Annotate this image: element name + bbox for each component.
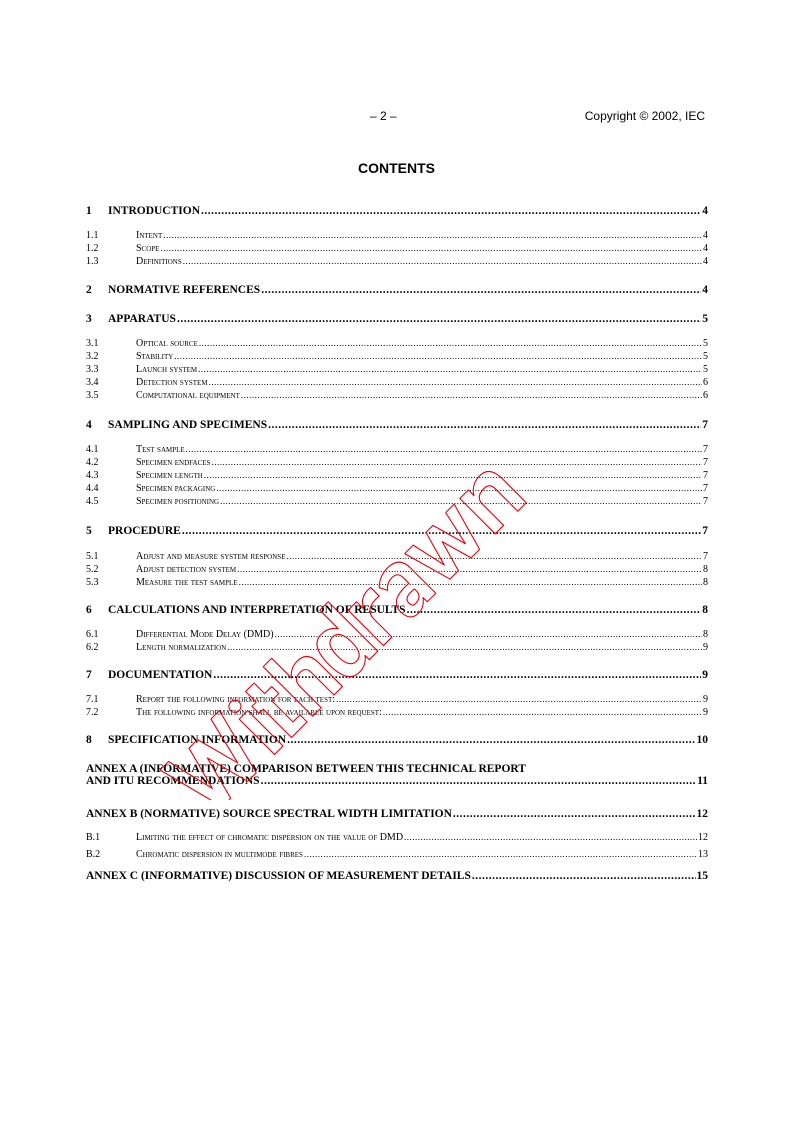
- toc-entry-4[interactable]: [86, 419, 708, 431]
- copyright-notice: Copyright © 2002, IEC: [584, 109, 705, 123]
- toc-entry-page: 5: [703, 364, 708, 375]
- toc-leader-dots: [268, 419, 701, 431]
- toc-leader-dots: [177, 313, 701, 325]
- toc-entry-title: PROCEDURE: [108, 525, 181, 537]
- toc-entry-3[interactable]: [86, 313, 708, 325]
- toc-entry-title: Stability: [136, 351, 174, 362]
- toc-entry-title: Adjust and measure system response: [136, 551, 286, 562]
- toc-leader-dots: [286, 551, 702, 561]
- toc-entry-page: 7: [703, 496, 708, 507]
- toc-entry-3-3[interactable]: [86, 364, 708, 375]
- toc-entry-title: Specimen positioning: [136, 496, 220, 507]
- toc-entry-5-1[interactable]: [86, 551, 708, 562]
- toc-entry-number: 4.1: [86, 444, 99, 455]
- toc-entry-page: 9: [703, 694, 708, 705]
- toc-entry-title: ANNEX B (NORMATIVE) SOURCE SPECTRAL WIDTH LIMITATION: [86, 808, 452, 820]
- toc-entry-number: 4.4: [86, 483, 99, 494]
- toc-entry-1-3[interactable]: [86, 256, 708, 267]
- toc-entry-page: 4: [703, 256, 708, 267]
- toc-entry-title: Optical source: [136, 338, 198, 349]
- withdrawn-watermark: [140, 300, 660, 800]
- toc-leader-dots: [261, 284, 701, 296]
- toc-entry-number: B.2: [86, 849, 101, 860]
- toc-entry-number: 3: [86, 313, 92, 325]
- toc-entry-number: 4: [86, 419, 92, 431]
- toc-entry-number: B.1: [86, 832, 101, 843]
- toc-entry-title: ANNEX A (INFORMATIVE) COMPARISON BETWEEN THIS TECHNICAL REPORT: [86, 763, 526, 775]
- toc-entry-number: 7.1: [86, 694, 99, 705]
- toc-entry-6[interactable]: [86, 604, 708, 616]
- toc-leader-dots: [241, 390, 702, 400]
- toc-entry-title: CALCULATIONS AND INTERPRETATION OF RESULTS: [108, 604, 406, 616]
- toc-leader-dots: [211, 457, 702, 467]
- toc-entry-5-3[interactable]: [86, 577, 708, 588]
- toc-entry-title: Specimen length: [136, 470, 203, 481]
- toc-entry-title: Detection system: [136, 377, 208, 388]
- toc-leader-dots: [220, 496, 702, 506]
- toc-entry-title: Adjust detection system: [136, 564, 237, 575]
- toc-leader-dots: [160, 243, 702, 253]
- toc-entry-page: 5: [703, 338, 708, 349]
- toc-entry-number: 3.5: [86, 390, 99, 401]
- toc-entry-2[interactable]: [86, 284, 708, 296]
- toc-entry-page: 15: [696, 870, 708, 882]
- page-header: [0, 109, 793, 125]
- toc-entry-title: Length normalization: [136, 642, 227, 653]
- toc-leader-dots: [304, 849, 697, 859]
- toc-entry-3-5[interactable]: [86, 390, 708, 401]
- toc-entry-page: 9: [703, 642, 708, 653]
- toc-entry-number: 6.2: [86, 642, 99, 653]
- toc-entry-4-3[interactable]: [86, 470, 708, 481]
- toc-leader-dots: [261, 775, 697, 787]
- toc-leader-dots: [198, 364, 702, 374]
- toc-entry-title: SAMPLING AND SPECIMENS: [108, 419, 268, 431]
- toc-entry-page: 8: [702, 604, 708, 616]
- toc-entry-number: 5.3: [86, 577, 99, 588]
- toc-leader-dots: [213, 669, 701, 681]
- toc-leader-dots: [163, 230, 702, 240]
- toc-entry-page: 5: [703, 351, 708, 362]
- toc-entry-page: 9: [703, 707, 708, 718]
- toc-entry-annex-c[interactable]: [86, 870, 708, 882]
- toc-entry-page: 7: [702, 419, 708, 431]
- toc-entry-annex-a[interactable]: [86, 763, 708, 787]
- toc-entry-number: 5.1: [86, 551, 99, 562]
- toc-leader-dots: [209, 377, 702, 387]
- toc-entry-1-2[interactable]: [86, 243, 708, 254]
- toc-entry-title: INTRODUCTION: [108, 205, 201, 217]
- toc-leader-dots: [182, 525, 701, 537]
- toc-entry-6-2[interactable]: [86, 642, 708, 653]
- toc-entry-page: 8: [703, 577, 708, 588]
- toc-entry-page: 13: [698, 849, 708, 860]
- toc-entry-7-2[interactable]: [86, 707, 708, 718]
- toc-entry-page: 9: [702, 669, 708, 681]
- toc-entry-title: The following information shall be available upon request:: [136, 707, 382, 718]
- toc-entry-page: 5: [702, 313, 708, 325]
- toc-entry-title: ANNEX C (INFORMATIVE) DISCUSSION OF MEASUREMENT DETAILS: [86, 870, 471, 882]
- toc-entry-title: Definitions: [136, 256, 182, 267]
- toc-entry-title: NORMATIVE REFERENCES: [108, 284, 261, 296]
- toc-entry-number: 1.3: [86, 256, 99, 267]
- toc-leader-dots: [186, 444, 702, 454]
- toc-entry-title: Measure the test sample: [136, 577, 238, 588]
- toc-entry-number: 7: [86, 669, 92, 681]
- toc-entry-3-1[interactable]: [86, 338, 708, 349]
- toc-entry-number: 3.3: [86, 364, 99, 375]
- toc-entry-number: 1.2: [86, 243, 99, 254]
- toc-entry-page: 7: [702, 525, 708, 537]
- toc-leader-dots: [216, 483, 702, 493]
- toc-leader-dots: [407, 604, 702, 616]
- toc-entry-5[interactable]: [86, 525, 708, 537]
- toc-entry-number: 3.1: [86, 338, 99, 349]
- toc-entry-page: 6: [703, 377, 708, 388]
- toc-entry-title: Limiting the effect of chromatic dispersion on the value of DMD: [136, 832, 404, 843]
- toc-entry-number: 4.5: [86, 496, 99, 507]
- toc-entry-7-1[interactable]: [86, 694, 708, 705]
- toc-entry-page: 7: [703, 470, 708, 481]
- toc-entry-title: Report the following information for each test:: [136, 694, 336, 705]
- toc-entry-title: Computational equipment: [136, 390, 240, 401]
- toc-entry-1[interactable]: [86, 205, 708, 217]
- toc-entry-number: 8: [86, 734, 92, 746]
- toc-entry-8[interactable]: [86, 734, 708, 746]
- toc-entry-number: 6: [86, 604, 92, 616]
- toc-entry-page: 7: [703, 551, 708, 562]
- toc-entry-7[interactable]: [86, 669, 708, 681]
- toc-entry-page: 12: [696, 808, 708, 820]
- toc-leader-dots: [199, 338, 702, 348]
- toc-entry-page: 4: [702, 284, 708, 296]
- toc-entry-4-5[interactable]: [86, 496, 708, 507]
- toc-entry-title: Launch system: [136, 364, 198, 375]
- toc-entry-page: 7: [703, 483, 708, 494]
- toc-leader-dots: [287, 734, 695, 746]
- toc-leader-dots: [453, 808, 696, 820]
- toc-entry-title-continued: AND ITU RECOMMENDATIONS: [86, 775, 260, 787]
- toc-entry-title: APPARATUS: [108, 313, 176, 325]
- toc-leader-dots: [227, 642, 702, 652]
- toc-entry-title: Intent: [136, 230, 163, 241]
- toc-leader-dots: [183, 256, 702, 266]
- toc-entry-page: 7: [703, 444, 708, 455]
- toc-entry-b-2[interactable]: [86, 849, 708, 860]
- toc-entry-4-4[interactable]: [86, 483, 708, 494]
- toc-entry-number: 1: [86, 205, 92, 217]
- toc-entry-title: DOCUMENTATION: [108, 669, 213, 681]
- toc-entry-page: 10: [696, 734, 708, 746]
- toc-entry-page: 4: [703, 243, 708, 254]
- toc-entry-page: 7: [703, 457, 708, 468]
- toc-leader-dots: [237, 564, 702, 574]
- toc-leader-dots: [336, 694, 702, 704]
- toc-leader-dots: [239, 577, 702, 587]
- toc-leader-dots: [275, 629, 702, 639]
- toc-entry-number: 6.1: [86, 629, 99, 640]
- contents-heading: CONTENTS: [358, 160, 435, 176]
- toc-entry-title: Scope: [136, 243, 160, 254]
- toc-entry-page: 11: [697, 775, 708, 787]
- toc-entry-number: 5.2: [86, 564, 99, 575]
- toc-entry-number: 4.2: [86, 457, 99, 468]
- toc-leader-dots: [201, 205, 701, 217]
- toc-leader-dots: [404, 832, 697, 842]
- toc-entry-1-1[interactable]: [86, 230, 708, 241]
- toc-entry-3-4[interactable]: [86, 377, 708, 388]
- toc-entry-title: SPECIFICATION INFORMATION: [108, 734, 287, 746]
- toc-leader-dots: [472, 870, 696, 882]
- toc-entry-number: 3.2: [86, 351, 99, 362]
- toc-entry-page: 6: [703, 390, 708, 401]
- toc-entry-b-1[interactable]: [86, 832, 708, 843]
- toc-leader-dots: [204, 470, 702, 480]
- toc-entry-title: Specimen packaging: [136, 483, 216, 494]
- toc-entry-3-2[interactable]: [86, 351, 708, 362]
- toc-entry-title: Specimen endfaces: [136, 457, 211, 468]
- toc-entry-page: 8: [703, 629, 708, 640]
- toc-leader-dots: [174, 351, 702, 361]
- toc-entry-title: Test sample: [136, 444, 185, 455]
- toc-entry-4-1[interactable]: [86, 444, 708, 455]
- toc-entry-page: 8: [703, 564, 708, 575]
- toc-entry-annex-b[interactable]: [86, 808, 708, 820]
- toc-entry-title: Chromatic dispersion in multimode fibres: [136, 849, 303, 860]
- toc-entry-page: 4: [702, 205, 708, 217]
- toc-entry-6-1[interactable]: [86, 629, 708, 640]
- page-number: – 2 –: [370, 109, 397, 123]
- toc-entry-number: 7.2: [86, 707, 99, 718]
- toc-entry-title: Differential Mode Delay (DMD): [136, 629, 274, 640]
- toc-entry-page: 4: [703, 230, 708, 241]
- toc-entry-number: 3.4: [86, 377, 99, 388]
- toc-entry-number: 4.3: [86, 470, 99, 481]
- toc-entry-4-2[interactable]: [86, 457, 708, 468]
- toc-entry-number: 5: [86, 525, 92, 537]
- toc-entry-5-2[interactable]: [86, 564, 708, 575]
- toc-entry-number: 2: [86, 284, 92, 296]
- toc-leader-dots: [383, 707, 702, 717]
- toc-entry-page: 12: [698, 832, 708, 843]
- toc-entry-number: 1.1: [86, 230, 99, 241]
